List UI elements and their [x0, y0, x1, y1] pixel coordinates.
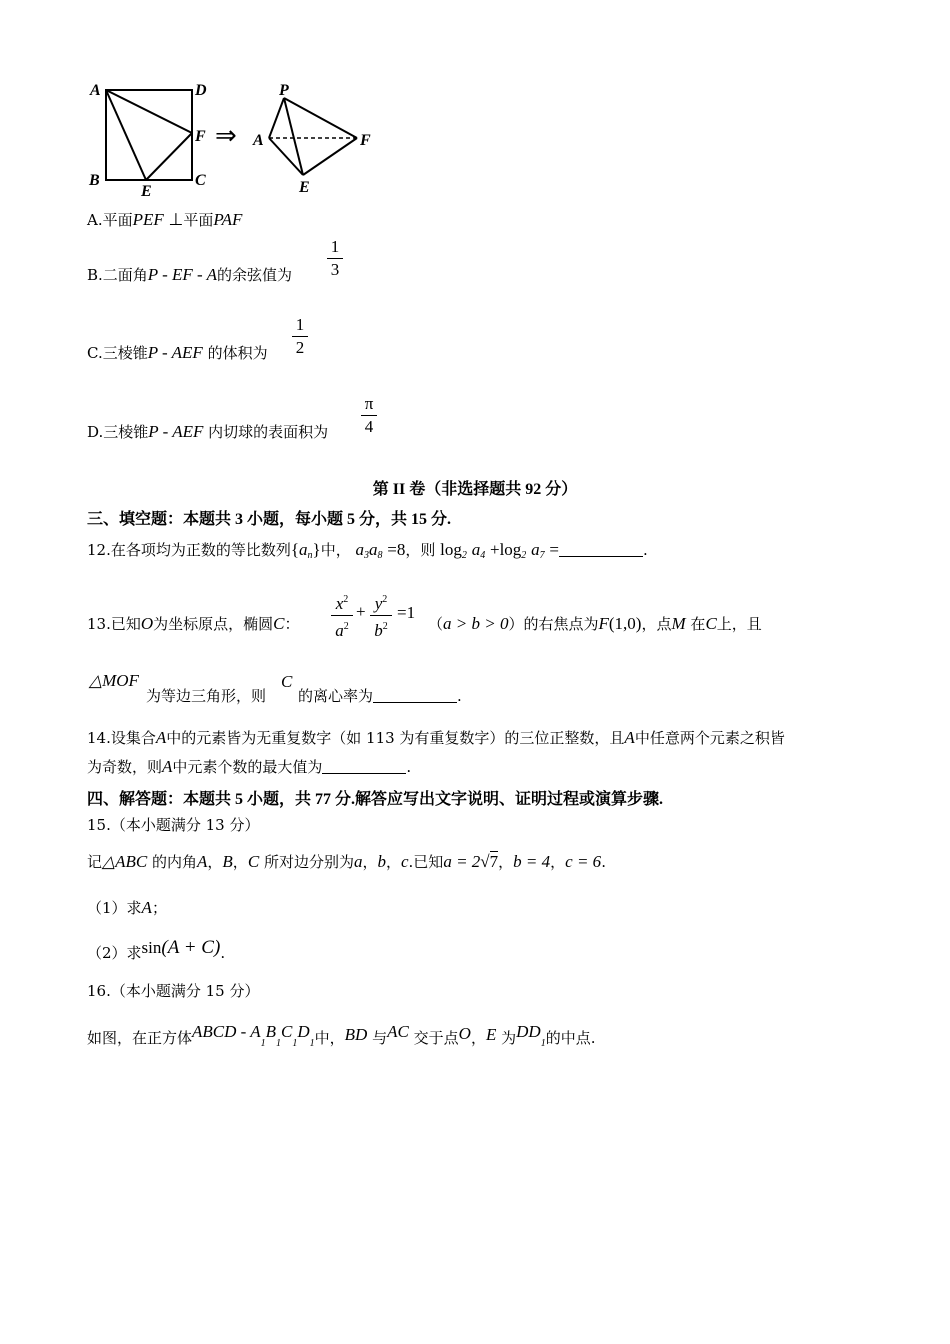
option-c-suffix: 的体积为	[207, 344, 268, 362]
angle-A: A	[197, 852, 208, 871]
question-13-line2	[89, 671, 139, 691]
product-value: =8	[387, 540, 406, 559]
diag-BD: BD	[344, 1025, 368, 1044]
q15-text2: 的内角	[151, 853, 197, 871]
frac-a: a	[335, 621, 344, 640]
fraction-num: π	[364, 394, 374, 413]
q15-part2	[87, 938, 225, 963]
q15-part1-label: （1）求	[87, 899, 142, 917]
tetrahedron	[269, 98, 357, 175]
cube-sub: 1	[292, 1038, 298, 1049]
ellipse-C3: C	[281, 672, 293, 691]
q15-text1: 记	[87, 853, 103, 871]
side-b: b	[377, 852, 386, 871]
option-b	[87, 265, 292, 285]
fraction-num: 1	[295, 315, 305, 334]
period: .	[220, 944, 226, 962]
log-1: log	[440, 540, 462, 559]
a8: a	[369, 540, 378, 559]
section3-heading: 三、填空题：本题共 3 小题，每小题 5 分，共 15 分.	[87, 511, 452, 528]
pyramid-name: P - AEF	[147, 343, 203, 362]
a8-sub: 8	[377, 550, 383, 561]
q13-text3: ）的右焦点为	[508, 615, 599, 633]
option-c	[87, 343, 268, 363]
section2-title: 第 II 卷（非选择题共 92 分）	[372, 481, 578, 498]
sqrt-radicand: 7	[489, 852, 499, 871]
question-14-line2	[87, 757, 411, 777]
fold-arrow: ⇒	[215, 121, 237, 150]
point-E: E	[485, 1025, 497, 1044]
a3: a	[355, 540, 364, 559]
triangle-MOF: △MOF	[89, 671, 139, 690]
label-A-tetra: A	[253, 132, 264, 149]
log-1-arg: a	[471, 540, 481, 559]
set-A: A	[624, 728, 635, 747]
question-13-line2c	[281, 672, 292, 692]
fraction-den: 3	[330, 260, 340, 279]
seq-braces: $\{a_n\}$	[290, 540, 321, 561]
a-value: a = 2	[443, 852, 481, 871]
period: .	[457, 687, 462, 705]
label-D-square: D	[195, 82, 207, 99]
q16-text2: 中，	[314, 1029, 345, 1047]
seq-sub: n	[307, 550, 313, 561]
q14-text4: 为奇数，则	[87, 758, 163, 776]
fraction-pi-4	[361, 394, 377, 437]
label-A-square: A	[90, 82, 101, 99]
q15-text3: 所对边分别为	[263, 853, 354, 871]
option-a-mid: 平面	[183, 211, 214, 229]
log-2-arg: a	[531, 540, 540, 559]
q15-header: 15.（本小题满分 13 分）	[87, 816, 260, 834]
q12-text2: 中，	[320, 541, 351, 559]
option-d-suffix: 内切球的表面积为	[208, 423, 329, 441]
q15-statement: 记△ABC 的内角A，B，C 所对边分别为a，b，c.已知a = 2√7，b = 4，c = 6.	[87, 852, 606, 871]
q16-statement	[87, 1022, 596, 1054]
label-E-tetra: E	[299, 179, 310, 196]
log-2: log	[499, 540, 522, 559]
question-13-line2b	[146, 686, 266, 706]
sqrt-sign: √	[480, 852, 490, 871]
period: .	[406, 758, 412, 776]
q16-text4: 交于点	[413, 1029, 459, 1047]
q15-part1	[87, 898, 167, 918]
q15-part2-label: （2）求	[87, 944, 142, 962]
q16-header: 16.（本小题满分 15 分）	[87, 982, 260, 1000]
q16-text7: 的中点.	[545, 1029, 596, 1047]
sin-arg: (A + C)	[161, 937, 221, 958]
sup-2: 2	[343, 621, 349, 632]
equals-one: =1	[397, 603, 416, 622]
q13-text1: 13.已知	[87, 615, 141, 633]
q13-text6: 上，且	[716, 615, 762, 633]
q12-text3: ，则	[405, 541, 436, 559]
fraction-1-2	[292, 315, 308, 358]
question-13-line1c	[428, 614, 762, 634]
log-1-sub: 4	[480, 550, 486, 561]
question-13-line1b	[397, 603, 415, 623]
edge-sub: 1	[540, 1038, 546, 1049]
q14-text2: 中的元素皆为无重复数字（如 113 为有重复数字）的三位正整数，且	[166, 729, 625, 747]
option-b-suffix: 的余弦值为	[217, 266, 293, 284]
b-value: b = 4	[513, 852, 551, 871]
period: .	[601, 853, 606, 871]
q16-text1: 如图，在正方体	[87, 1029, 193, 1047]
seq-a: a	[299, 540, 308, 559]
q13-text8: 的离心率为	[298, 687, 374, 705]
option-d	[87, 422, 328, 442]
angle-A: A	[141, 898, 152, 917]
equals-sign: =	[549, 540, 559, 559]
diag-AC: AC	[387, 1022, 409, 1041]
cube-name: ABCD - A	[192, 1022, 261, 1041]
plus-sign: +	[489, 540, 500, 559]
side-c: c	[400, 852, 409, 871]
label-F-tetra: F	[360, 132, 371, 149]
q12-text1: 12.在各项均为正数的等比数列	[87, 541, 291, 559]
q13-text5: 在	[690, 615, 706, 633]
option-a	[87, 210, 242, 230]
q14-text5: 中元素个数的最大值为	[172, 758, 323, 776]
cube-C: C	[281, 1022, 293, 1041]
focus-F: F	[598, 614, 609, 633]
log-2-sub: 7	[539, 550, 545, 561]
origin-O: O	[140, 614, 154, 633]
fraction-den: 2	[295, 338, 305, 357]
ellipse-C: C	[273, 614, 285, 633]
sup-2: 2	[382, 621, 388, 632]
q15-text4: .已知	[408, 853, 444, 871]
set-A: A	[162, 757, 173, 776]
triangle-ABC: △ABC	[102, 852, 148, 871]
ellipse-frac-x	[331, 590, 353, 641]
option-d-prefix: D.三棱锥	[87, 423, 149, 441]
folding-figure	[80, 78, 380, 200]
perp-symbol: ⊥	[168, 210, 184, 229]
cube-sub: 1	[276, 1038, 282, 1049]
question-14-line1	[87, 728, 785, 748]
fraction-den: 4	[364, 417, 374, 436]
question-13-line1	[87, 614, 300, 634]
answer-blank[interactable]	[559, 541, 643, 557]
question-12: 12.在各项均为正数的等比数列$\{a_n\}$中， $a_3a_8 =8$，则 $\log_2 a_4 +\log_2$ $a_7$ = .	[87, 540, 648, 561]
focus-coord: (1,0)	[608, 614, 642, 633]
q16-text5: ，	[470, 1029, 486, 1047]
cube-D: D	[297, 1022, 310, 1041]
q16-text3: 与	[372, 1029, 388, 1047]
plane-paf: PAF	[213, 210, 243, 229]
edge-DD1: DD	[516, 1022, 541, 1041]
point-M: M	[671, 614, 686, 633]
label-E-square: E	[141, 183, 152, 200]
log-2-base: 2	[521, 550, 527, 561]
ellipse-plus: +	[356, 602, 366, 621]
fraction-1-3	[327, 237, 343, 280]
section4-heading: 四、解答题：本题共 5 小题，共 77 分.解答应写出文字说明、证明过程或演算步骤.	[87, 791, 664, 808]
dihedral-angle: P - EF - A	[147, 265, 218, 284]
side-a: a	[353, 852, 363, 871]
c-value: c = 6	[565, 852, 602, 871]
answer-blank[interactable]	[373, 687, 457, 703]
label-B-square: B	[89, 172, 100, 189]
plane-pef: PEF	[132, 210, 164, 229]
pyramid-name: P - AEF	[148, 422, 204, 441]
ellipse-C2: C	[705, 614, 717, 633]
option-c-prefix: C.三棱锥	[87, 344, 148, 362]
angle-C: C	[247, 852, 260, 871]
option-b-prefix: B.二面角	[87, 266, 148, 284]
square-abcd	[106, 90, 192, 180]
answer-blank[interactable]	[322, 758, 406, 774]
colon: ：	[284, 615, 300, 633]
fraction-num: 1	[330, 237, 340, 256]
q16-text6: 为	[501, 1029, 517, 1047]
log-1-base: 2	[461, 550, 467, 561]
angle-B: B	[222, 852, 233, 871]
condition: a > b > 0	[443, 614, 509, 633]
cond-open: （	[428, 615, 444, 633]
sup-2: 2	[343, 594, 349, 605]
q14-text1: 14.设集合	[87, 729, 156, 747]
semicolon: ；	[151, 899, 167, 917]
label-F-square: F	[195, 128, 206, 145]
q13-text7: 为等边三角形，则	[146, 687, 267, 705]
question-13-line2d	[298, 686, 462, 706]
set-A: A	[155, 728, 167, 747]
cube-sub: 1	[260, 1038, 266, 1049]
sup-2: 2	[382, 594, 388, 605]
sin-func: sin	[141, 938, 162, 957]
label-C-square: C	[195, 172, 206, 189]
cube-sub: 1	[309, 1038, 315, 1049]
frac-y: y	[374, 594, 383, 613]
label-P-tetra: P	[279, 82, 289, 99]
q13-text4: ，点	[641, 615, 672, 633]
q13-text2: 为坐标原点，椭圆	[153, 615, 274, 633]
option-a-prefix: A.平面	[87, 211, 133, 229]
q14-text3: 中任意两个元素之积皆	[634, 729, 785, 747]
frac-x: x	[335, 594, 344, 613]
point-O: O	[458, 1024, 471, 1043]
ellipse-frac-y	[370, 590, 392, 641]
frac-b: b	[374, 621, 383, 640]
cube-B: B	[265, 1022, 277, 1041]
a3-sub: 3	[364, 550, 369, 561]
